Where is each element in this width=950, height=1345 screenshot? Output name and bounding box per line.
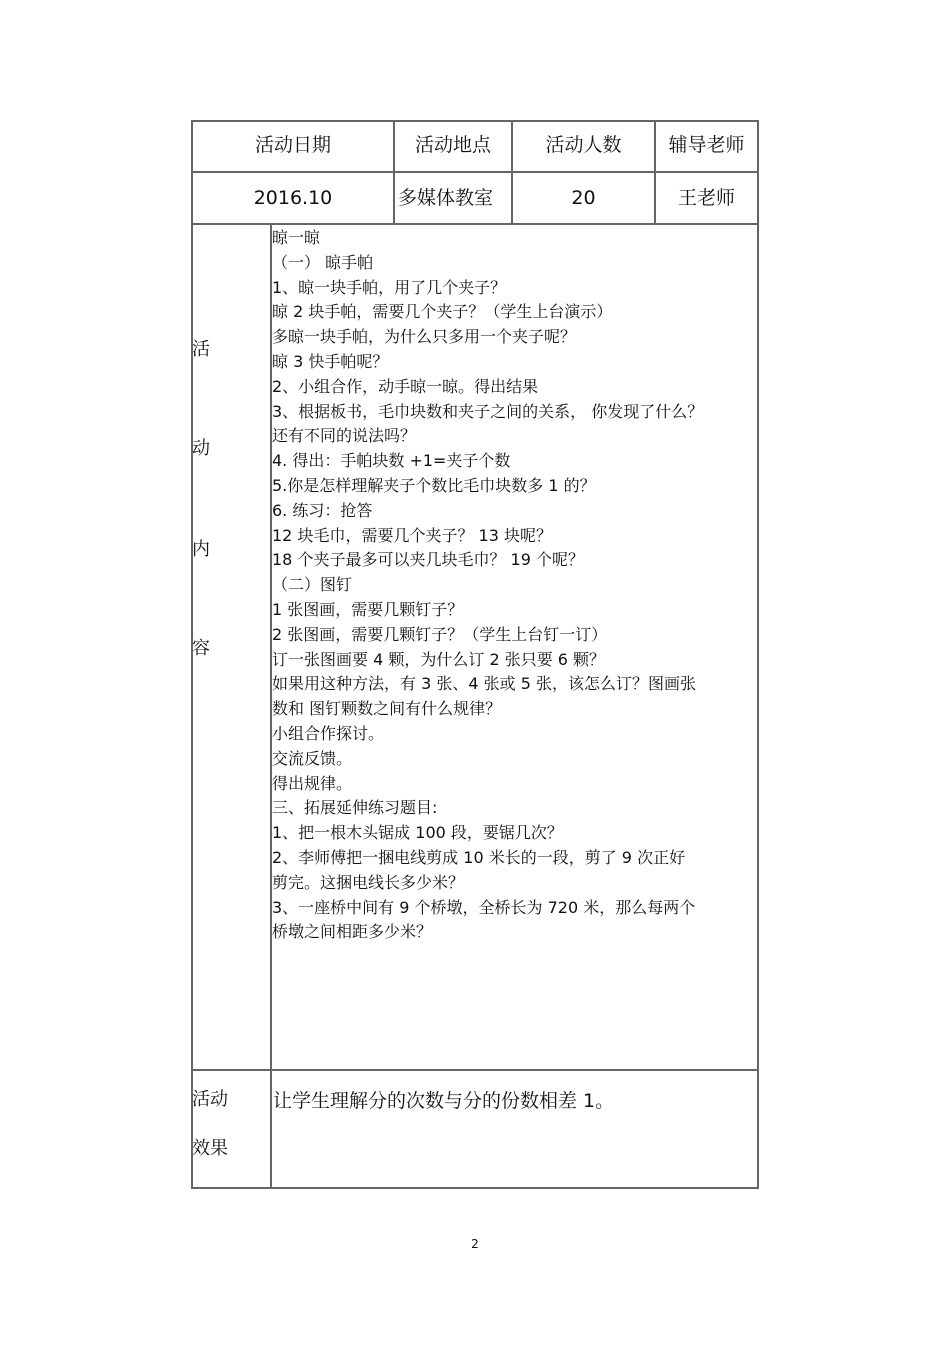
content-line: 多晾一块手帕，为什么只多用一个夹子呢？: [272, 327, 577, 347]
content-line: 6. 练习：抢答: [272, 500, 373, 520]
header-location: 活动地点: [414, 134, 491, 156]
header-teacher: 辅导老师: [668, 134, 745, 156]
content-line: 12 块毛巾，需要几个夹子？ 13 块呢？: [272, 525, 552, 545]
value-teacher: 王老师: [677, 187, 735, 209]
content-label-char: 容: [192, 638, 210, 659]
row-divider-header: [191, 171, 759, 173]
value-date: 2016.10: [253, 187, 333, 209]
content-line: 5.你是怎样理解夹子个数比毛巾块数多 1 的？: [272, 476, 596, 495]
table-border-top: [191, 120, 759, 122]
content-line: 3、根据板书，毛巾块数和夹子之间的关系， 你发现了什么？: [272, 401, 704, 421]
content-line: 4. 得出：手帕块数 +1=夹子个数: [272, 451, 511, 471]
content-line: 数和 图钉颗数之间有什么规律？: [272, 699, 502, 719]
row-divider-content: [191, 1069, 759, 1071]
effect-label-line: 效果: [192, 1138, 228, 1159]
effect-text: 让学生理解分的次数与分的份数相差 1。: [273, 1090, 615, 1112]
content-line: 2 张图画，需要几颗钉子？（学生上台钉一订）: [272, 624, 608, 644]
content-line: 1、晾一块手帕，用了几个夹子？: [272, 277, 507, 297]
page-number: 2: [471, 1237, 479, 1251]
content-line: 晾 2 块手帕，需要几个夹子？（学生上台演示）: [272, 302, 613, 322]
value-count: 20: [571, 187, 596, 209]
header-date: 活动日期: [254, 134, 331, 156]
content-line: 小组合作探讨。: [272, 724, 385, 743]
table-border-right: [757, 120, 759, 1189]
content-line: 晾一晾: [272, 228, 321, 247]
content-line: 2、小组合作，动手晾一晾。得出结果: [272, 376, 539, 396]
effect-label-line: 活动: [192, 1089, 228, 1110]
content-line: 3、一座桥中间有 9 个桥墩，全桥长为 720 米，那么每两个: [272, 897, 696, 917]
content-line: 如果用这种方法，有 3 张、4 张或 5 张，该怎么订？图画张: [272, 674, 696, 694]
content-line: （一） 晾手帕: [272, 252, 374, 272]
content-line: 桥墩之间相距多少米？: [272, 922, 433, 942]
content-line: 剪完。这捆电线长多少米？: [272, 872, 465, 892]
content-line: 还有不同的说法吗？: [272, 426, 417, 446]
content-line: 18 个夹子最多可以夹几块毛巾？ 19 个呢？: [272, 550, 584, 570]
content-line: 1、把一根木头锯成 100 段，要锯几次？: [272, 823, 563, 843]
content-label-char: 活: [192, 339, 210, 360]
content-line: 订一张图画要 4 颗，为什么订 2 张只要 6 颗？: [272, 649, 606, 669]
content-label-char: 动: [192, 438, 210, 459]
content-line: 2、李师傅把一捆电线剪成 10 米长的一段，剪了 9 次正好: [272, 848, 686, 867]
content-line: 得出规律。: [272, 773, 353, 793]
row-divider-values: [191, 223, 759, 225]
header-count: 活动人数: [545, 134, 622, 156]
content-label-char: 内: [192, 539, 210, 560]
content-line: 交流反馈。: [272, 748, 353, 768]
content-line: 1 张图画，需要几颗钉子？: [272, 600, 464, 619]
content-line: 晾 3 快手帕呢？: [272, 352, 389, 371]
value-location: 多媒体教室: [398, 187, 494, 209]
content-line: （二）图钉: [272, 575, 353, 595]
table-border-bottom: [191, 1187, 759, 1189]
content-line: 三、拓展延伸练习题目:: [272, 798, 438, 818]
